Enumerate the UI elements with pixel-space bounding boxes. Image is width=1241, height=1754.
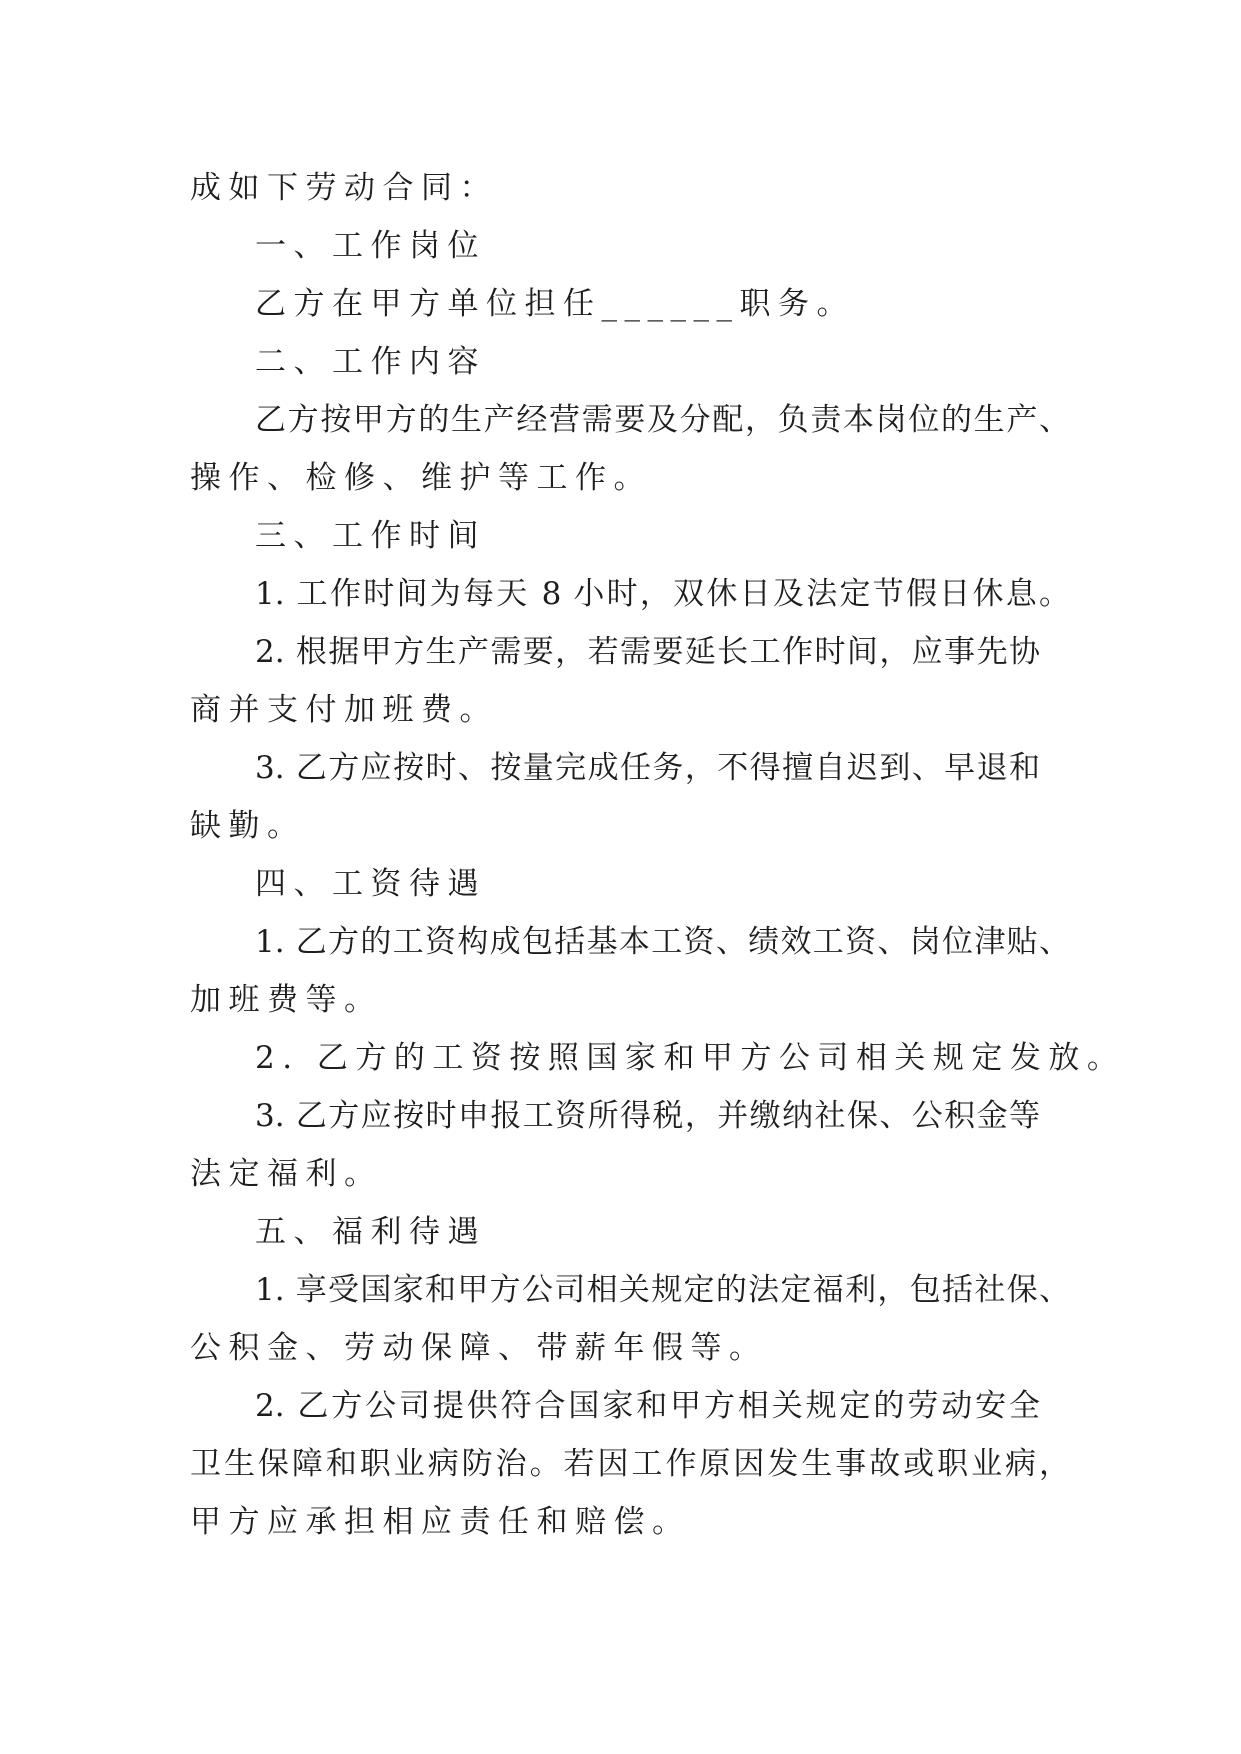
job-content-line-1: 乙方按甲方的生产经营需要及分配，负责本岗位的生产、 xyxy=(255,402,1070,438)
benefits-item-2-line-3: 甲方应承担相应责任和赔偿。 xyxy=(190,1504,691,1540)
section-heading-salary: 四、工资待遇 xyxy=(255,866,486,902)
job-content-line-2: 操作、检修、维护等工作。 xyxy=(190,460,652,496)
benefits-item-2-line-1: 2. 乙方公司提供符合国家和甲方相关规定的劳动安全 xyxy=(255,1388,1040,1424)
work-hours-item-3-line-2: 缺勤。 xyxy=(190,808,306,844)
salary-item-1-line-2: 加班费等。 xyxy=(190,982,383,1018)
section-heading-work-hours: 三、工作时间 xyxy=(255,518,486,554)
work-hours-item-2-line-1: 2. 根据甲方生产需要，若需要延长工作时间，应事先协 xyxy=(255,634,1040,670)
section-heading-job-content: 二、工作内容 xyxy=(255,344,486,380)
salary-item-2: 2. 乙方的工资按照国家和甲方公司相关规定发放。 xyxy=(255,1040,1126,1076)
work-hours-item-2-line-2: 商并支付加班费。 xyxy=(190,692,498,728)
section-heading-benefits: 五、福利待遇 xyxy=(255,1214,486,1250)
benefits-item-2-line-2: 卫生保障和职业病防治。若因工作原因发生事故或职业病， xyxy=(190,1446,1070,1482)
section-heading-job-position: 一、工作岗位 xyxy=(255,228,486,264)
salary-item-1-line-1: 1. 乙方的工资构成包括基本工资、绩效工资、岗位津贴、 xyxy=(255,924,1070,960)
salary-item-3-line-2: 法定福利。 xyxy=(190,1156,383,1192)
salary-item-3-line-1: 3. 乙方应按时申报工资所得税，并缴纳社保、公积金等 xyxy=(255,1098,1040,1134)
work-hours-item-3-line-1: 3. 乙方应按时、按量完成任务，不得擅自迟到、早退和 xyxy=(255,750,1040,786)
work-hours-item-1: 1. 工作时间为每天 8 小时，双休日及法定节假日休息。 xyxy=(255,576,1070,612)
intro-line: 成如下劳动合同： xyxy=(190,170,498,206)
benefits-item-1-line-2: 公积金、劳动保障、带薪年假等。 xyxy=(190,1330,768,1366)
job-position-text: 乙方在甲方单位担任______职务。 xyxy=(255,286,855,322)
benefits-item-1-line-1: 1. 享受国家和甲方公司相关规定的法定福利，包括社保、 xyxy=(255,1272,1070,1308)
